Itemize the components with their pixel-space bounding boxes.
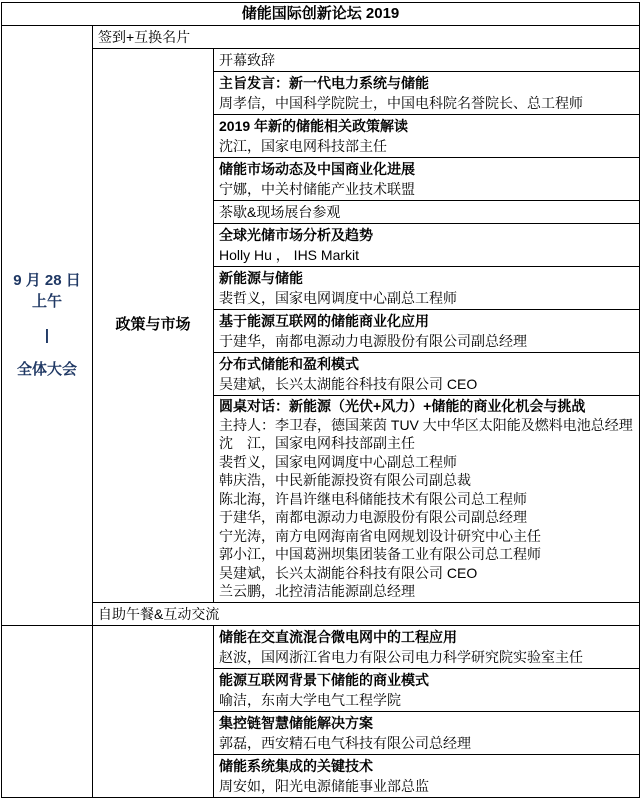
empty-track-cell xyxy=(93,625,214,797)
session-title: 圆桌对话：新能源（光伏+风力）+储能的商业化机会与挑战 xyxy=(219,398,586,414)
session-title: 茶歇&现场展台参观 xyxy=(219,204,341,220)
date-label: 9 月 28 日 xyxy=(13,272,81,290)
session-title: 开幕致辞 xyxy=(219,52,275,68)
session-title: 储能在交直流混合微电网中的工程应用 xyxy=(219,628,457,645)
session-title: 储能市场动态及中国商业化进展 xyxy=(219,161,415,177)
session-title: 集控链智慧储能解决方案 xyxy=(219,714,373,731)
session-cell xyxy=(214,158,640,201)
session-cell xyxy=(214,267,640,310)
session-row xyxy=(2,49,640,72)
session-speaker: 周安如，阳光电源储能事业部总监 xyxy=(219,777,429,794)
session-speaker: 陈北海，许昌许继电科储能技术有限公司总工程师 xyxy=(219,490,527,507)
session-cell xyxy=(214,115,640,158)
session-cell xyxy=(214,49,640,72)
session-speaker: 于建华，南都电源动力电源股份有限公司副总经理 xyxy=(219,509,527,525)
session-title: 储能系统集成的关键技术 xyxy=(219,757,373,774)
empty-date-cell xyxy=(2,625,93,797)
session-speaker: 宁光涛，南方电网海南省电网规划设计研究中心主任 xyxy=(219,527,541,544)
session-cell xyxy=(214,72,640,115)
session-cell xyxy=(214,754,640,797)
roundtable-cell xyxy=(214,396,640,603)
session-title: 主旨发言：新一代电力系统与储能 xyxy=(219,75,429,91)
session-speaker: 赵波，国网浙江省电力有限公司电力科学研究院实验室主任 xyxy=(219,648,583,665)
session-speaker: 沈 江，国家电网科技部副主任 xyxy=(219,435,415,451)
forum-title: 储能国际创新论坛 2019 xyxy=(2,3,640,26)
session-cell xyxy=(214,224,640,267)
session-title: 新能源与储能 xyxy=(219,270,303,286)
session-speaker: 沈江，国家电网科技部主任 xyxy=(219,138,387,154)
separator-bar: | xyxy=(44,327,50,345)
session-speaker: Holly Hu ， IHS Markit xyxy=(219,247,360,263)
session-speaker: 于建华，南都电源动力电源股份有限公司副总经理 xyxy=(219,333,527,349)
session-speaker: 裴哲义，国家电网调度中心副总工程师 xyxy=(219,453,457,470)
agenda-table xyxy=(1,2,640,798)
session-cell xyxy=(214,711,640,754)
session-speaker: 兰云鹏，北控清洁能源副总经理 xyxy=(219,583,415,599)
session-cell xyxy=(214,310,640,353)
session-cell xyxy=(214,625,640,668)
date-session-cell xyxy=(2,26,93,626)
session-speaker: 宁娜，中关村储能产业技术联盟 xyxy=(219,181,415,197)
session-title: 全球光储市场分析及趋势 xyxy=(219,227,373,243)
session-title: 能源互联网背景下储能的商业模式 xyxy=(219,671,429,688)
session-title: 分布式储能和盈利模式 xyxy=(219,356,359,372)
session-speaker: 吴建斌，长兴太湖能谷科技有限公司 CEO xyxy=(219,376,478,392)
lunch-cell: 自助午餐&互动交流 xyxy=(93,602,640,625)
session-speaker: 吴建斌，长兴太湖能谷科技有限公司 CEO xyxy=(219,564,478,581)
session-speaker: 裴哲义，国家电网调度中心副总工程师 xyxy=(219,290,457,306)
session-speaker: 郭小江，中国葛洲坝集团装备工业有限公司总工程师 xyxy=(219,546,541,562)
registration-row xyxy=(2,26,640,49)
session-cell xyxy=(214,201,640,224)
session-speaker: 周孝信，中国科学院院士，中国电科院名誉院长、总工程师 xyxy=(219,95,583,111)
period-label: 上午 xyxy=(31,293,62,311)
track-policy-market: 政策与市场 xyxy=(93,49,214,603)
registration-cell: 签到+互换名片 xyxy=(93,26,640,49)
session-cell xyxy=(214,668,640,711)
plenary-label: 全体大会 xyxy=(16,361,77,379)
session-row xyxy=(2,625,640,668)
session-speaker: 喻洁，东南大学电气工程学院 xyxy=(219,691,401,708)
title-row xyxy=(2,3,640,26)
session-speaker: 郭磊，西安精石电气科技有限公司总经理 xyxy=(219,734,471,751)
session-title: 2019 年新的储能相关政策解读 xyxy=(219,118,409,134)
session-title: 基于能源互联网的储能商业化应用 xyxy=(219,313,429,329)
session-cell xyxy=(214,353,640,396)
session-speaker: 韩庆浩，中民新能源投资有限公司副总裁 xyxy=(219,472,471,488)
lunch-row xyxy=(2,602,640,625)
session-speaker: 主持人：李卫春，德国莱茵 TUV 大中华区太阳能及燃料电池总经理 xyxy=(219,416,633,433)
